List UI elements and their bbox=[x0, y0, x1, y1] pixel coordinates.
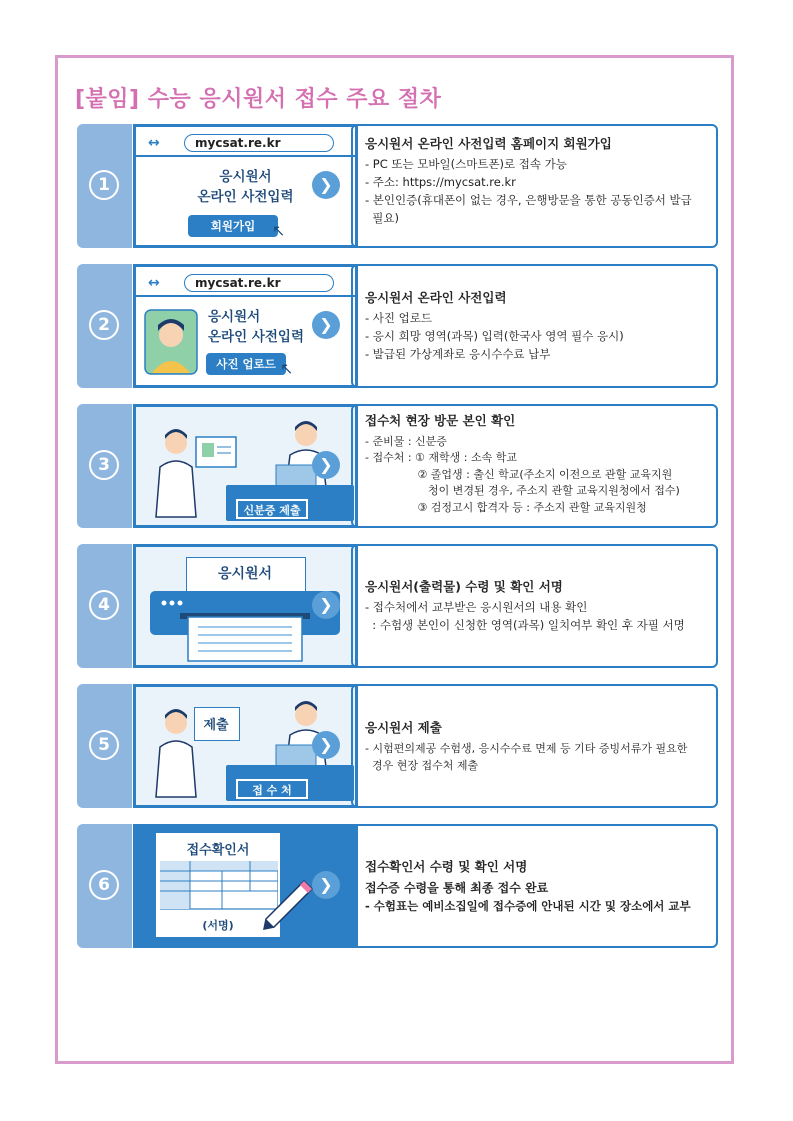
step-5 bbox=[77, 684, 718, 808]
id-submit-label: 신분증 제출 bbox=[236, 499, 308, 519]
step-badge bbox=[77, 684, 132, 808]
printer-icon bbox=[150, 587, 340, 663]
url-bar bbox=[144, 273, 339, 293]
step-number: 6 bbox=[89, 870, 119, 900]
step-2 bbox=[77, 264, 718, 388]
step-3 bbox=[77, 404, 718, 528]
step-description: 응시원서 온라인 사전입력 홈페이지 회원가입 - PC 또는 모바일(스마트폰)로 접속 가능 - 주소: https://mycsat.re.kr - 본인인증(휴대폰이 없는 경우, 은행방문을 통한 공동인증서 발급 필요) bbox=[351, 124, 718, 248]
reception-label: 접 수 처 bbox=[236, 779, 308, 799]
step-heading: 응시원서 온라인 사전입력 홈페이지 회원가입 bbox=[365, 136, 612, 151]
url-field: mycsat.re.kr bbox=[184, 134, 334, 152]
chevron-right-icon: ❯ bbox=[312, 871, 340, 899]
step-description: 응시원서 제출 - 시험편의제공 수험생, 응시수수료 면제 등 기타 증빙서류가 필요한 경우 현장 접수처 제출 bbox=[351, 684, 718, 808]
illustration-caption: 응시원서 온라인 사전입력 bbox=[208, 309, 304, 346]
pencil-icon bbox=[256, 875, 316, 935]
illustration-caption: 응시원서 온라인 사전입력 bbox=[197, 169, 294, 206]
step-description: 응시원서 온라인 사전입력 - 사진 업로드 - 응시 희망 영역(과목) 입력(한국사 영역 필수 응시) - 발급된 가상계좌로 응시수수료 납부 bbox=[351, 264, 718, 388]
step-badge bbox=[77, 544, 132, 668]
chevron-right-icon: ❯ bbox=[312, 451, 340, 479]
url-bar bbox=[144, 133, 339, 153]
cursor-icon: ↖ bbox=[272, 221, 286, 240]
signup-button-graphic: 회원가입 bbox=[188, 215, 278, 237]
step-badge bbox=[77, 404, 132, 528]
form-title: 응시원서 bbox=[217, 566, 273, 582]
page-title: [붙임] 수능 응시원서 접수 주요 절차 bbox=[75, 87, 442, 112]
chevron-right-icon: ❯ bbox=[312, 311, 340, 339]
photo-upload-button-graphic: 사진 업로드 bbox=[206, 353, 286, 375]
step-description: 응시원서(출력물) 수령 및 확인 서명 - 접수처에서 교부받은 응시원서의 내용 확인 : 수험생 본인이 신청한 영역(과목) 일치여부 확인 후 자필 서명 bbox=[351, 544, 718, 668]
step-heading: 응시원서 제출 bbox=[365, 719, 442, 735]
step-heading: 응시원서(출력물) 수령 및 확인 서명 bbox=[365, 579, 563, 594]
receipt-title: 접수확인서 bbox=[186, 843, 250, 858]
step-number: 5 bbox=[89, 730, 119, 760]
step-badge bbox=[77, 124, 132, 248]
step-heading: 응시원서 온라인 사전입력 bbox=[365, 290, 507, 306]
step-badge bbox=[77, 824, 132, 948]
chevron-right-icon: ❯ bbox=[312, 591, 340, 619]
step-number: 4 bbox=[89, 590, 119, 620]
cursor-icon: ↖ bbox=[280, 359, 294, 378]
step-number: 2 bbox=[89, 310, 119, 340]
step-heading: 접수확인서 수령 및 확인 서명 bbox=[365, 858, 528, 874]
step-6 bbox=[77, 824, 718, 948]
step-number: 3 bbox=[89, 450, 119, 480]
step-description: 접수처 현장 방문 본인 확인 - 준비물 : 신분증 - 접수처 : ① 재학생 : 소속 학교 ② 졸업생 : 출신 학교(주소지 이전으로 관할 교육지원 청이 변경된 경우, 주소지 관할 교육지원청에서 접수) ③ 검정고시 합격자 등 : 주소지 관할 교육지원청 bbox=[351, 404, 718, 528]
step-badge bbox=[77, 264, 132, 388]
student-photo-icon bbox=[144, 309, 198, 375]
form-title: 제출 bbox=[203, 718, 229, 733]
signature-label: (서명) bbox=[202, 919, 234, 932]
chevron-right-icon: ❯ bbox=[312, 171, 340, 199]
step-4 bbox=[77, 544, 718, 668]
chevron-right-icon: ❯ bbox=[312, 731, 340, 759]
url-field: mycsat.re.kr bbox=[184, 274, 334, 292]
step-1 bbox=[77, 124, 718, 248]
navigation-arrows-icon: ↔ bbox=[148, 275, 160, 291]
step-description: 접수확인서 수령 및 확인 서명 접수증 수령을 통해 최종 접수 완료 - 수험표는 예비소집일에 접수증에 안내된 시간 및 장소에서 교부 bbox=[351, 824, 718, 948]
step-heading: 접수처 현장 방문 본인 확인 bbox=[365, 413, 516, 428]
navigation-arrows-icon: ↔ bbox=[148, 135, 160, 151]
step-number: 1 bbox=[89, 170, 119, 200]
